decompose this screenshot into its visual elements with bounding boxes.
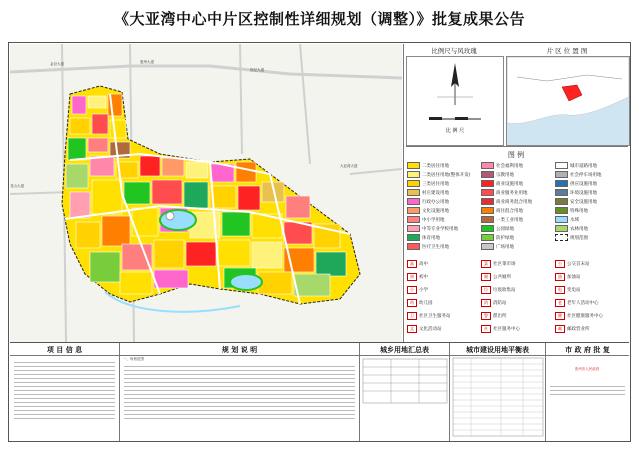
legend bbox=[403, 148, 629, 343]
facility-icon: 油 bbox=[555, 273, 565, 281]
facility-icon: 小 bbox=[407, 286, 417, 294]
legend-label: 农林用地 bbox=[570, 226, 588, 232]
facility-legend-item bbox=[481, 325, 520, 333]
legend-swatch bbox=[555, 162, 568, 169]
legend-item bbox=[481, 234, 514, 241]
urban-rural-land-table bbox=[360, 343, 450, 441]
facility-icon: 消 bbox=[481, 299, 491, 307]
location-map-svg bbox=[507, 57, 629, 145]
facility-label: 加油站 bbox=[567, 275, 581, 280]
facility-icon: 老 bbox=[555, 299, 565, 307]
facility-icon: 公 bbox=[555, 260, 565, 268]
facility-icon: 高 bbox=[407, 260, 417, 268]
legend-swatch bbox=[407, 225, 420, 232]
facility-legend-item bbox=[555, 312, 603, 320]
facility-legend-item bbox=[555, 325, 590, 333]
facility-label: 派出所 bbox=[493, 314, 507, 319]
legend-swatch bbox=[481, 243, 494, 250]
legend-swatch bbox=[481, 225, 494, 232]
facility-legend-item bbox=[555, 299, 599, 307]
project-info-header: 项 目 信 息 bbox=[10, 343, 119, 356]
legend-label: 行政办公用地 bbox=[422, 199, 449, 205]
legend-item bbox=[407, 189, 449, 196]
project-info-section bbox=[10, 343, 120, 441]
road-label: 大亚湾大道 bbox=[340, 164, 358, 168]
legend-label: 体育用地 bbox=[422, 235, 440, 241]
facility-label: 社区服务中心 bbox=[493, 327, 520, 332]
urban-rural-header: 城乡用地汇总表 bbox=[360, 343, 449, 356]
facility-label: 垃圾收集站 bbox=[493, 288, 516, 293]
facility-legend-item bbox=[481, 299, 507, 307]
facility-legend-item bbox=[555, 273, 581, 281]
legend-item bbox=[481, 225, 514, 232]
legend-item bbox=[481, 189, 528, 196]
facility-legend-item bbox=[481, 273, 511, 281]
legend-label: 村庄建设用地 bbox=[422, 190, 449, 196]
facility-icon: 电 bbox=[555, 286, 565, 294]
legend-swatch bbox=[481, 216, 494, 223]
legend-item bbox=[407, 171, 471, 178]
legend-label: 三类居住用地 bbox=[422, 181, 449, 187]
construction-header: 城市建设用地平衡表 bbox=[450, 343, 545, 356]
facility-label: 文化活动站 bbox=[419, 327, 442, 332]
construction-land-table bbox=[450, 343, 546, 441]
legend-item bbox=[481, 207, 523, 214]
road-label: 龙山大道 bbox=[10, 184, 24, 188]
location-map[interactable] bbox=[506, 56, 630, 146]
legend-label: 商住混合用地 bbox=[496, 208, 523, 214]
legend-item bbox=[555, 162, 597, 169]
facility-legend-item bbox=[481, 260, 516, 268]
legend-swatch bbox=[555, 189, 568, 196]
facility-icon: 幼 bbox=[407, 299, 417, 307]
legend-swatch bbox=[407, 216, 420, 223]
legend-swatch bbox=[555, 225, 568, 232]
facility-legend-item bbox=[555, 286, 581, 294]
facility-icon: 垃 bbox=[481, 286, 491, 294]
legend-label: 二类居住用地 bbox=[422, 163, 449, 169]
legend-label: 商业设施用地 bbox=[496, 181, 523, 187]
facility-icon: 菜 bbox=[481, 260, 491, 268]
facility-legend-item bbox=[407, 273, 428, 281]
legend-item bbox=[555, 180, 597, 187]
facility-label: 小学 bbox=[419, 288, 428, 293]
facility-icon: 邮 bbox=[555, 325, 565, 333]
facility-label: 初中 bbox=[419, 275, 428, 280]
facility-label: 社区健康服务中心 bbox=[567, 314, 603, 319]
facility-label: 邮政营业所 bbox=[567, 327, 590, 332]
scale-header: 比例尺与风玫瑰 bbox=[431, 47, 477, 55]
facility-label: 社区卫生服务站 bbox=[419, 314, 451, 319]
legend-swatch bbox=[481, 162, 494, 169]
road-label: 惠州大道 bbox=[140, 60, 154, 64]
legend-swatch bbox=[481, 180, 494, 187]
facility-legend-item bbox=[407, 299, 433, 307]
legend-label: 社会停车场用地 bbox=[570, 172, 602, 178]
legend-item bbox=[481, 198, 532, 205]
legend-swatch bbox=[407, 162, 420, 169]
legend-item bbox=[555, 207, 588, 214]
legend-item bbox=[481, 180, 523, 187]
legend-label: 医疗卫生用地 bbox=[422, 244, 449, 250]
legend-swatch bbox=[407, 171, 420, 178]
facility-legend-item bbox=[481, 286, 516, 294]
facility-label: 变电站 bbox=[567, 288, 581, 293]
page-title: 《大亚湾中心中片区控制性详细规划（调整）》批复成果公告 bbox=[113, 10, 525, 28]
legend-label: 城市道路用地 bbox=[570, 163, 597, 169]
legend-swatch bbox=[407, 180, 420, 187]
legend-swatch bbox=[407, 243, 420, 250]
legend-label: 二类居住用地(整体开发) bbox=[422, 172, 471, 178]
legend-label: 环境设施用地 bbox=[570, 190, 597, 196]
facility-label: 高中 bbox=[419, 262, 428, 267]
legend-label: 商业商务混合用地 bbox=[496, 199, 532, 205]
legend-item bbox=[407, 162, 449, 169]
road-label: 世纪大道 bbox=[250, 68, 264, 72]
legend-swatch bbox=[555, 234, 568, 241]
legend-item bbox=[555, 225, 588, 232]
legend-swatch bbox=[555, 171, 568, 178]
bottom-panel bbox=[10, 342, 629, 441]
legend-swatch bbox=[407, 207, 420, 214]
facility-label: 公交首末站 bbox=[567, 262, 590, 267]
legend-item bbox=[407, 234, 440, 241]
legend-item bbox=[407, 198, 449, 205]
facility-icon: 初 bbox=[407, 273, 417, 281]
legend-title: 图 例 bbox=[507, 151, 525, 159]
legend-label: 公园绿地 bbox=[496, 226, 514, 232]
legend-label: 防护绿地 bbox=[496, 235, 514, 241]
facility-icon: 健 bbox=[555, 312, 565, 320]
legend-item bbox=[481, 171, 514, 178]
legend-item bbox=[407, 180, 449, 187]
legend-swatch bbox=[555, 207, 568, 214]
construction-table-grid bbox=[451, 356, 545, 438]
legend-label: 安全设施用地 bbox=[570, 199, 597, 205]
legend-label: 广场用地 bbox=[496, 244, 514, 250]
land-use-map-svg bbox=[10, 44, 402, 342]
facility-legend-item bbox=[407, 325, 442, 333]
legend-item bbox=[481, 162, 523, 169]
legend-swatch bbox=[555, 216, 568, 223]
legend-swatch bbox=[407, 234, 420, 241]
legend-swatch bbox=[481, 198, 494, 205]
legend-label: 特殊用地 bbox=[570, 208, 588, 214]
legend-label: 一类工业用地 bbox=[496, 217, 523, 223]
legend-item bbox=[407, 216, 445, 223]
government-approval-section bbox=[546, 343, 629, 441]
legend-swatch bbox=[481, 171, 494, 178]
approval-stamp-text: 惠州市人民政府 bbox=[574, 367, 600, 371]
location-header: 片 区 位 置 图 bbox=[546, 47, 588, 55]
legend-label: 供应设施用地 bbox=[570, 181, 597, 187]
legend-item bbox=[555, 198, 597, 205]
facility-legend-item bbox=[481, 312, 507, 320]
legend-item bbox=[481, 216, 523, 223]
urban-rural-table-grid bbox=[361, 357, 449, 437]
legend-swatch bbox=[481, 234, 494, 241]
compass-box bbox=[406, 56, 504, 146]
legend-swatch bbox=[555, 198, 568, 205]
legend-label: 规划范围 bbox=[570, 235, 588, 241]
legend-item bbox=[407, 207, 449, 214]
legend-item bbox=[407, 243, 449, 250]
legend-label: 商业服务业用地 bbox=[496, 190, 528, 196]
planning-subtitle: 一、规划范围 bbox=[123, 357, 144, 361]
legend-item bbox=[555, 216, 579, 223]
road-label: 金谷大道 bbox=[50, 62, 64, 66]
legend-swatch bbox=[481, 189, 494, 196]
legend-item bbox=[407, 225, 458, 232]
facility-icon: 卫 bbox=[407, 312, 417, 320]
facility-label: 幼儿园 bbox=[419, 301, 433, 306]
legend-label: 中等专业学校用地 bbox=[422, 226, 458, 232]
legend-swatch bbox=[407, 189, 420, 196]
facility-legend-item bbox=[407, 260, 428, 268]
planning-header: 规 划 说 明 bbox=[120, 343, 359, 356]
facility-icon: 社 bbox=[481, 325, 491, 333]
facility-label: 公共厕所 bbox=[493, 275, 511, 280]
legend-item bbox=[481, 243, 514, 250]
legend-item bbox=[555, 234, 588, 241]
legend-item bbox=[555, 171, 602, 178]
land-use-map[interactable] bbox=[10, 44, 402, 342]
planning-description-section bbox=[120, 343, 360, 441]
legend-label: 水域 bbox=[570, 217, 579, 223]
facility-icon: 厕 bbox=[481, 273, 491, 281]
legend-label: 文化设施用地 bbox=[422, 208, 449, 214]
facility-legend-item bbox=[555, 260, 590, 268]
facility-icon: 警 bbox=[481, 312, 491, 320]
legend-swatch bbox=[407, 198, 420, 205]
legend-item bbox=[555, 189, 597, 196]
scale-label: 比 例 尺 bbox=[445, 128, 465, 134]
facility-legend-item bbox=[407, 312, 451, 320]
facility-icon: 文 bbox=[407, 325, 417, 333]
legend-label: 社会福利用地 bbox=[496, 163, 523, 169]
legend-swatch bbox=[555, 180, 568, 187]
legend-label: 中小学用地 bbox=[422, 217, 445, 223]
facility-label: 老年人活动中心 bbox=[567, 301, 599, 306]
approval-header: 市 政 府 批 复 bbox=[546, 343, 629, 356]
facility-label: 社区菜市场 bbox=[493, 262, 516, 267]
facility-label: 消防站 bbox=[493, 301, 507, 306]
facility-legend-item bbox=[407, 286, 428, 294]
legend-swatch bbox=[481, 207, 494, 214]
legend-label: 宗教用地 bbox=[496, 172, 514, 178]
